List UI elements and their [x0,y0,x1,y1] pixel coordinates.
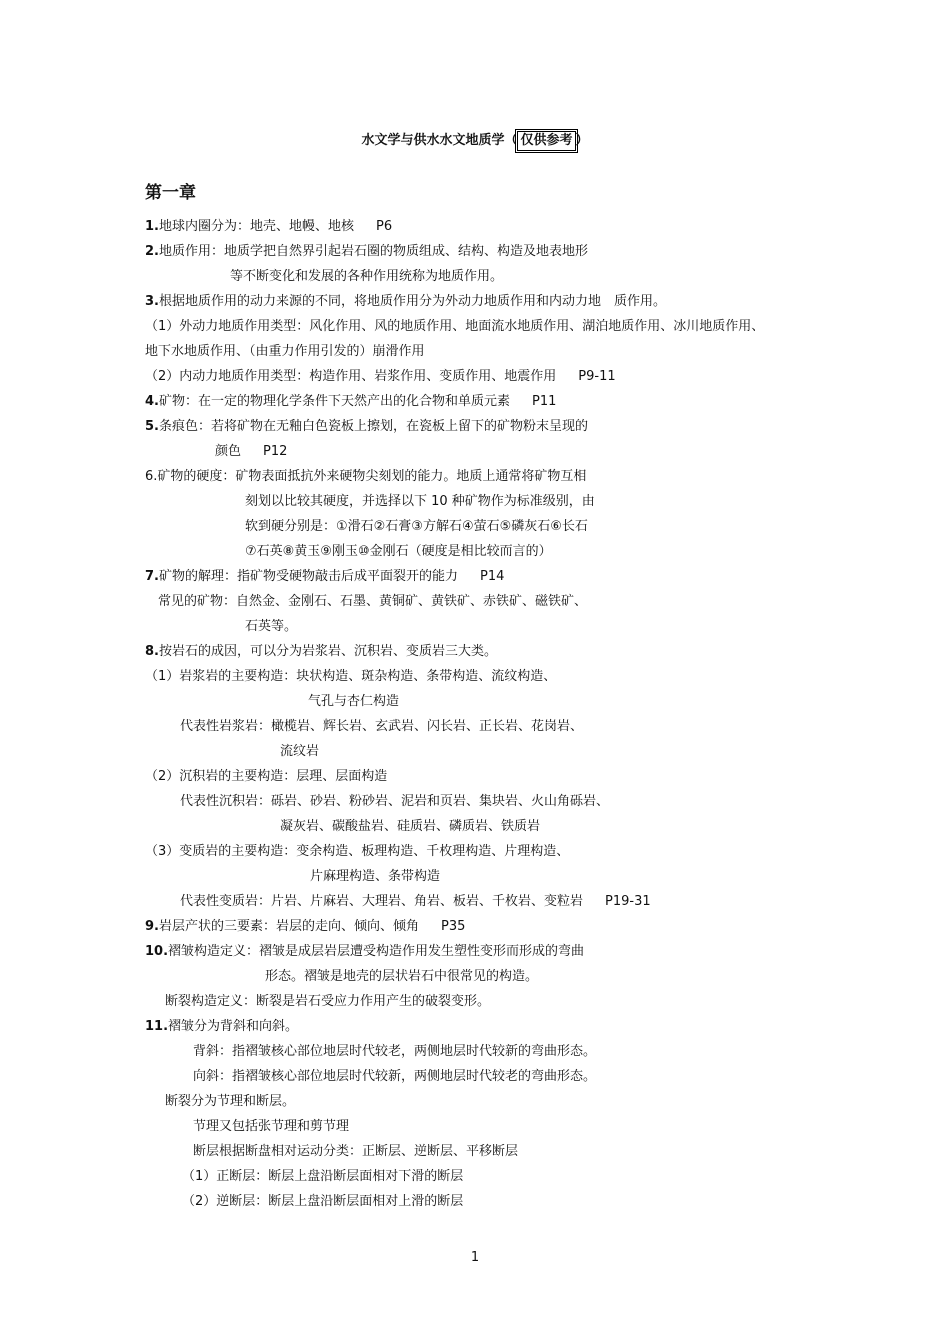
line-text: 地质作用：地质学把自然界引起岩石圈的物质组成、结构、构造及地表地形 [158,244,588,259]
page-reference: P6 [376,219,393,234]
line-text: 形态。褶皱是地壳的层状岩石中很常见的构造。 [265,969,539,984]
text-line [145,318,764,336]
page-reference: P35 [441,919,466,934]
text-line [215,443,287,461]
text-line [145,943,584,961]
line-text: 代表性沉积岩：砾岩、砂岩、粉砂岩、泥岩和页岩、集块岩、火山角砾岩、 [180,794,610,809]
line-text: 褶皱分为背斜和向斜。 [168,1019,299,1034]
title-prefix: 水文学与供水水文地质学（ [361,133,518,148]
line-text: 软到硬分别是：①滑石②石膏③方解石④萤石⑤磷灰石⑥长石 [245,519,588,534]
item-number: 1. [145,219,159,234]
line-text: （2）内动力地质作用类型：构造作用、岩浆作用、变质作用、地震作用 [145,369,557,384]
text-line [193,1118,349,1136]
page-title [0,130,950,152]
item-number: 7. [145,569,159,584]
line-text: （2）沉积岩的主要构造：层理、层面构造 [145,769,388,784]
title-boxed-note: 仅供参考 [517,131,575,151]
text-line [308,693,399,711]
title-suffix: ） [575,133,589,148]
line-text: 常见的矿物：自然金、金刚石、石墨、黄铜矿、黄铁矿、赤铁矿、磁铁矿、 [158,594,588,609]
line-text: 矿物的解理：指矿物受硬物敲击后成平面裂开的能力 [158,569,458,584]
line-text: 断裂分为节理和断层。 [165,1094,296,1109]
text-line [145,643,497,661]
text-line [145,843,569,861]
text-line [245,618,297,636]
text-line [245,518,588,536]
line-text: 流纹岩 [280,744,320,759]
text-line [145,568,504,586]
line-text: 根据地质作用的动力来源的不同，将地质作用分为外动力地质作用和内动力地 质作用。 [158,294,666,309]
text-line [182,1193,463,1211]
text-line [145,768,387,786]
line-text: （2）逆断层：断层上盘沿断层面相对上滑的断层 [182,1194,464,1209]
line-text: 条痕色：若将矿物在无釉白色瓷板上擦划，在瓷板上留下的矿物粉末呈现的 [158,419,588,434]
line-text: 6.矿物的硬度：矿物表面抵抗外来硬物尖刻划的能力。地质上通常将矿物互相 [145,469,587,484]
text-line [280,743,319,761]
line-text: 地下水地质作用、（由重力作用引发的）崩滑作用 [145,344,425,359]
text-line [165,993,490,1011]
line-text: 褶皱构造定义：褶皱是成层岩层遭受构造作用发生塑性变形而形成的弯曲 [168,944,585,959]
item-number: 10. [145,944,169,959]
text-line [182,1168,463,1186]
item-number: 8. [145,644,159,659]
text-line [193,1068,596,1086]
item-number: 2. [145,244,159,259]
text-line [158,593,587,611]
page-reference: P9-11 [578,369,616,384]
page-reference: P14 [480,569,505,584]
line-text: 刻划以比较其硬度，并选择以下 10 种矿物作为标准级别，由 [245,494,595,509]
line-text: （1）正断层：断层上盘沿断层面相对下滑的断层 [182,1169,464,1184]
text-line [145,393,556,411]
line-text: 背斜：指褶皱核心部位地层时代较老，两侧地层时代较新的弯曲形态。 [193,1044,597,1059]
item-number: 4. [145,394,159,409]
line-text: 等不断变化和发展的各种作用统称为地质作用。 [230,269,504,284]
text-line [145,668,556,686]
item-number: 3. [145,294,159,309]
text-line [193,1043,596,1061]
text-line [165,1093,295,1111]
text-line [145,418,588,436]
line-text: 代表性变质岩：片岩、片麻岩、大理岩、角岩、板岩、千枚岩、变粒岩 [180,894,584,909]
text-line [145,293,666,311]
line-text: （1）外动力地质作用类型：风化作用、风的地质作用、地面流水地质作用、湖泊地质作用、冰川地质作用、 [145,319,765,334]
line-text: 向斜：指褶皱核心部位地层时代较新，两侧地层时代较老的弯曲形态。 [193,1069,597,1084]
page-number: 1 [470,1250,480,1265]
line-text: 代表性岩浆岩：橄榄岩、辉长岩、玄武岩、闪长岩、正长岩、花岗岩、 [180,719,584,734]
line-text: 按岩石的成因，可以分为岩浆岩、沉积岩、变质岩三大类。 [158,644,497,659]
text-line [145,368,616,386]
text-line [180,893,651,911]
text-line [230,268,503,286]
line-text: 断层根据断盘相对运动分类：正断层、逆断层、平移断层 [193,1144,519,1159]
text-line [145,243,588,261]
line-text: 节理又包括张节理和剪节理 [193,1119,350,1134]
page-reference: P12 [263,444,288,459]
text-line [193,1143,518,1161]
line-text: ⑦石英⑧黄玉⑨刚玉⑩金刚石（硬度是相比较而言的） [245,544,552,559]
text-line [145,918,465,936]
text-line [245,493,595,511]
line-text: 片麻理构造、条带构造 [310,869,441,884]
text-line [180,793,609,811]
line-text: 地球内圈分为：地壳、地幔、地核 [158,219,354,234]
line-text: （3）变质岩的主要构造：变余构造、板理构造、千枚理构造、片理构造、 [145,844,570,859]
line-text: 气孔与杏仁构造 [308,694,400,709]
chapter-heading: 第一章 [145,183,196,203]
text-line [145,343,425,361]
text-line [280,818,540,836]
line-text: 岩层产状的三要素：岩层的走向、倾向、倾角 [158,919,419,934]
item-number: 5. [145,419,159,434]
text-line [245,543,552,561]
text-line [145,1018,298,1036]
page-reference: P11 [532,394,557,409]
item-number: 11. [145,1019,169,1034]
text-line [145,468,586,486]
line-text: 断裂构造定义：断裂是岩石受应力作用产生的破裂变形。 [165,994,491,1009]
text-line [265,968,538,986]
text-line [310,868,440,886]
page-reference: P19-31 [605,894,651,909]
line-text: 颜色 [215,444,242,459]
item-number: 9. [145,919,159,934]
line-text: 矿物：在一定的物理化学条件下天然产出的化合物和单质元素 [158,394,510,409]
line-text: 凝灰岩、碳酸盐岩、硅质岩、磷质岩、铁质岩 [280,819,541,834]
text-line [145,218,392,236]
line-text: （1）岩浆岩的主要构造：块状构造、斑杂构造、条带构造、流纹构造、 [145,669,557,684]
text-line [180,718,583,736]
line-text: 石英等。 [245,619,298,634]
